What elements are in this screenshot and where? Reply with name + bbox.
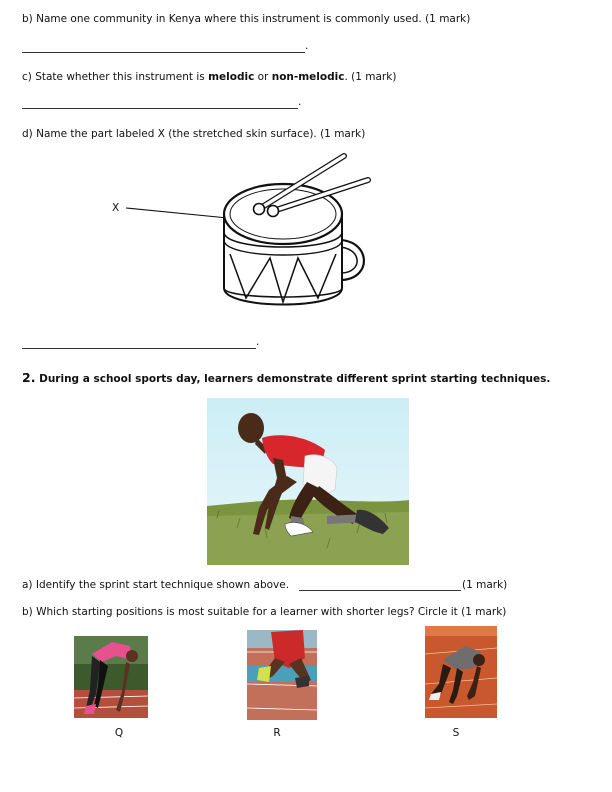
option-s-label[interactable]: S [452,727,460,739]
option-melodic: melodic [208,71,255,83]
option-r-label[interactable]: R [273,727,281,739]
question-1c-text [22,71,396,83]
answer-line-period: . [305,40,309,52]
option-s-photo[interactable] [423,624,501,722]
option-r-photo[interactable] [245,628,321,724]
question-2a-text: a) Identify the sprint start technique shown above. [22,579,290,591]
drum-illustration [120,150,380,320]
answer-line-1b[interactable] [22,52,305,53]
question-2-text: During a school sports day, learners demonstrate different sprint starting techniques. [39,373,551,385]
question-2a-mark: (1 mark) [462,579,508,591]
question-1c-pre: c) State whether this instrument is [22,71,209,83]
question-1b-text: b) Name one community in Kenya where this instrument is commonly used. (1 mark) [22,13,471,25]
question-1c-post: . (1 mark) [344,71,397,83]
option-q-photo[interactable] [72,634,152,722]
option-q-label[interactable]: Q [114,727,124,739]
answer-line-2a[interactable] [299,590,461,591]
question-2b-text: b) Which starting positions is most suitable for a learner with shorter legs? Circle it (1 mark) [22,606,507,618]
question-1c-mid: or [254,71,272,83]
label-x: X [112,202,120,214]
answer-line-1c[interactable] [22,108,298,109]
question-2-heading [22,370,550,385]
sprint-crouch-start-photo [207,398,409,565]
answer-line-period: . [256,336,260,348]
question-number: 2. [22,370,36,385]
question-1d-text: d) Name the part labeled X (the stretched skin surface). (1 mark) [22,128,366,140]
answer-line-1d[interactable] [22,348,256,349]
option-non-melodic: non-melodic [271,71,345,83]
answer-line-period: . [298,96,302,108]
